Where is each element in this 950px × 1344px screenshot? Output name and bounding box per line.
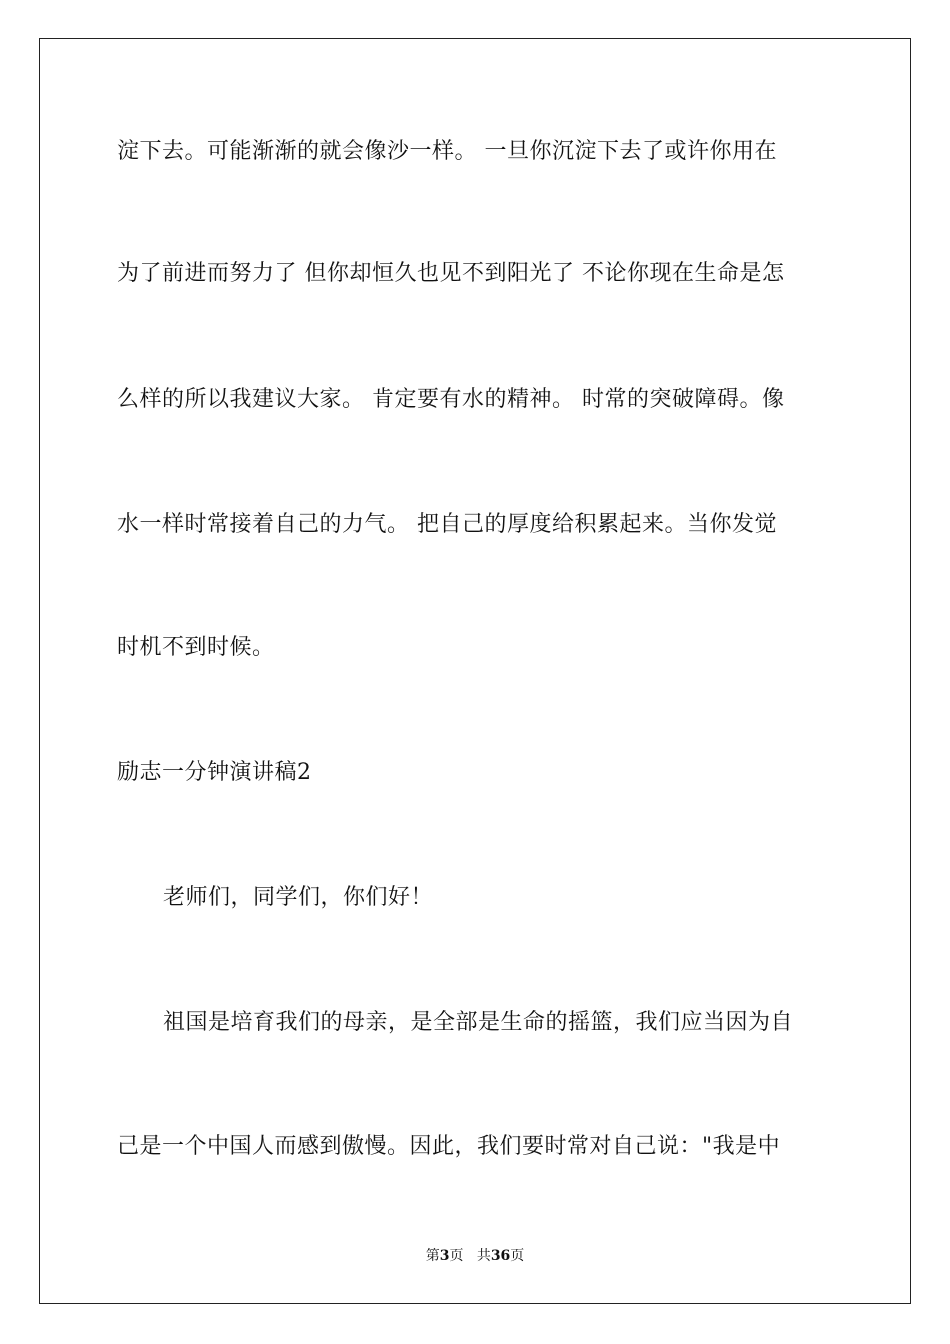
page-footer (0, 1247, 950, 1265)
body-line-3: 么样的所以我建议大家。 肯定要有水的精神。 时常的突破障碍。像 (117, 387, 785, 412)
body-line-2: 为了前进而努力了 但你却恒久也见不到阳光了 不论你现在生命是怎 (117, 261, 785, 286)
page-suffix: 页 (449, 1248, 464, 1264)
page-prefix: 第 (425, 1248, 440, 1264)
total-suffix: 页 (510, 1248, 525, 1264)
greeting-line: 老师们，同学们，你们好！ (163, 885, 434, 910)
paragraph-line-1: 祖国是培育我们的母亲，是全部是生命的摇篮，我们应当因为自 (163, 1010, 794, 1035)
page-border (39, 38, 911, 1304)
total-prefix: 共 (476, 1248, 491, 1264)
total-pages: 36 (490, 1248, 511, 1264)
body-line-5: 时机不到时候。 (117, 635, 275, 660)
page-number: 3 (439, 1248, 450, 1264)
paragraph-line-2: 己是一个中国人而感到傲慢。因此，我们要时常对自己说："我是中 (117, 1134, 781, 1159)
section-title: 励志一分钟演讲稿2 (117, 760, 312, 785)
body-line-1: 淀下去。可能渐渐的就会像沙一样。 一旦你沉淀下去了或许你用在 (117, 139, 777, 164)
body-line-4: 水一样时常接着自己的力气。 把自己的厚度给积累起来。当你发觉 (117, 512, 777, 537)
